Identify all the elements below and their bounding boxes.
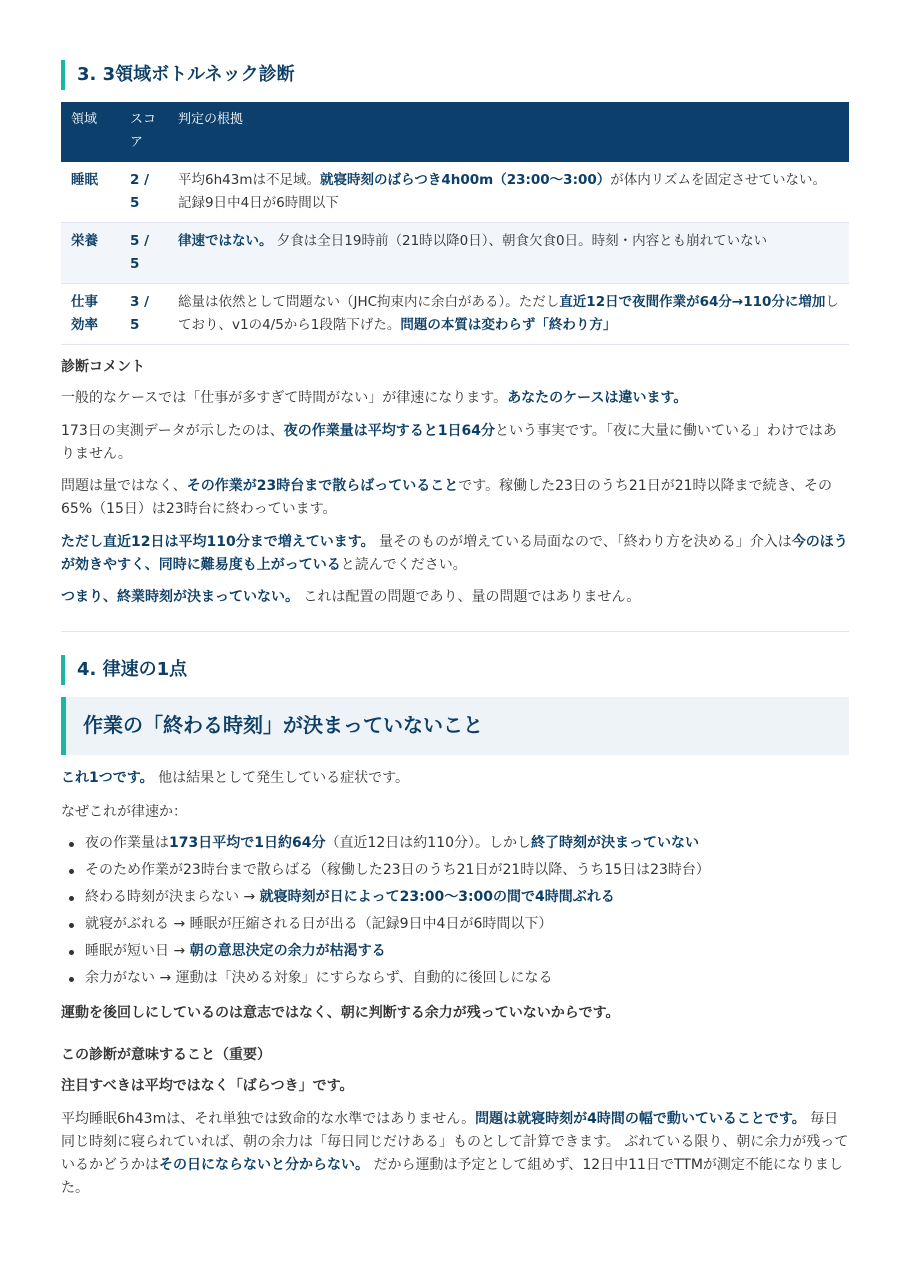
area-line: 仕事 xyxy=(71,294,98,310)
reason-emphasis: 問題の本質は変わらず「終わり方」 xyxy=(400,317,617,333)
area-cell: 睡眠 xyxy=(61,162,120,223)
list-item-emphasis: 終了時刻が決まっていない xyxy=(531,835,699,851)
paragraph-emphasis: これ1つです。 xyxy=(61,770,154,786)
list-item-text: （直近12日は約110分）。しかし xyxy=(325,835,531,851)
meaning-paragraph xyxy=(61,1108,849,1200)
list-item xyxy=(61,859,849,886)
header-score: スコア xyxy=(120,102,168,162)
section-3-heading: 3. 3領域ボトルネック診断 xyxy=(61,60,849,90)
why-label: なぜこれが律速か： xyxy=(61,804,187,820)
paragraph-emphasis: 夜の作業量は平均すると1日64分 xyxy=(283,423,495,439)
list-item xyxy=(61,886,849,913)
list-item-text: そのため作業が23時台まで散らばる（稼働した23日のうち21日が21時以降、うち15日は23時台） xyxy=(85,862,710,878)
score-cell xyxy=(120,223,168,284)
lead-paragraph xyxy=(61,767,849,790)
section-4-heading: 4. 律速の1点 xyxy=(61,655,849,685)
header-area: 領域 xyxy=(61,102,120,162)
meaning-heading: この診断が意味すること（重要） xyxy=(61,1047,271,1063)
paragraph-text: 173日の実測データが示したのは、 xyxy=(61,423,284,439)
comment-paragraph xyxy=(61,420,849,466)
bottleneck-table xyxy=(61,102,849,345)
paragraph-text: 一般的なケースでは「仕事が多すぎて時間がない」が律速になります。 xyxy=(61,390,508,406)
paragraph-emphasis: 問題は就寝時刻が4時間の幅で動いていることです。 xyxy=(475,1111,806,1127)
reason-cell xyxy=(168,162,849,223)
comment-paragraph xyxy=(61,531,849,577)
list-item-text: 就寝がぶれる → 睡眠が圧縮される日が出る（記録9日中4日が6時間以下） xyxy=(85,916,553,932)
reason-emphasis: 就寝時刻のばらつき4h00m（23:00〜3:00） xyxy=(319,172,611,188)
table-row-work xyxy=(61,284,849,345)
bullet-dot-icon xyxy=(69,869,74,874)
header-reason: 判定の根拠 xyxy=(168,102,849,162)
list-item-text: 終わる時刻が決まらない → xyxy=(85,889,260,905)
paragraph-text: 毎日同じ時刻に寝られていれば、朝の余力は「毎日同じだけある」ものとして計算できます。 ぶれている限り、朝に余力が残っているかどうかは xyxy=(61,1111,849,1173)
score-cell xyxy=(120,162,168,223)
meaning-subheading: 注目すべきは平均ではなく「ばらつき」です。 xyxy=(61,1078,354,1094)
list-item xyxy=(61,832,849,859)
reason-text: 総量は依然として問題ない（JHC拘束内に余白がある）。ただし xyxy=(178,294,560,310)
list-item-emphasis: 173日平均で1日約64分 xyxy=(169,835,326,851)
rate-limiting-callout: 作業の「終わる時刻」が決まっていないこと xyxy=(61,697,849,755)
paragraph-text: だから運動は予定として組めず、12日中11日でTTMが測定不能になりました。 xyxy=(61,1157,843,1196)
score-cell xyxy=(120,284,168,345)
list-item xyxy=(61,940,849,967)
reason-text: 夕食は全日19時前（21時以降0日）、朝食欠食0日。時刻・内容とも崩れていない xyxy=(276,233,768,249)
score-max: 5 xyxy=(130,256,140,272)
score-max: 5 xyxy=(130,195,140,211)
reason-cell xyxy=(168,284,849,345)
reason-emphasis: 直近12日で夜間作業が64分→110分に増加 xyxy=(559,294,826,310)
paragraph-text: という事実です。「夜に大量に働いている」わけではありません。 xyxy=(61,423,837,462)
paragraph-text: です。稼働した23日のうち21日が21時以降まで続き、その65%（15日）は23時台に終わっています。 xyxy=(61,478,832,517)
bullet-dot-icon xyxy=(69,923,74,928)
paragraph-emphasis: つまり、終業時刻が決まっていない。 xyxy=(61,589,299,605)
reason-text: 平均6h43mは不足域。 xyxy=(178,172,320,188)
area-cell: 栄養 xyxy=(61,223,120,284)
reason-text: しており、v1の4/5から1段階下げた。 xyxy=(178,294,839,333)
score-value: 2 / xyxy=(130,172,150,188)
area-cell xyxy=(61,284,120,345)
bullet-dot-icon xyxy=(69,842,74,847)
paragraph-text: と読んでください。 xyxy=(340,557,467,573)
comment-paragraph xyxy=(61,475,849,521)
table-header-row xyxy=(61,102,849,162)
list-item-emphasis: 朝の意思決定の余力が枯渇する xyxy=(189,943,386,959)
bullet-dot-icon xyxy=(69,950,74,955)
reason-cell xyxy=(168,223,849,284)
paragraph-emphasis: ただし直近12日は平均110分まで増えています。 xyxy=(61,534,375,550)
paragraph-text: 量そのものが増えている局面なので、「終わり方を決める」介入は xyxy=(374,534,792,550)
paragraph-text: これは配置の問題であり、量の問題ではありません。 xyxy=(299,589,641,605)
list-item-text: 睡眠が短い日 → xyxy=(85,943,190,959)
list-item-text: 夜の作業量は xyxy=(85,835,169,851)
paragraph-text: 平均睡眠6h43mは、それ単独では致命的な水準ではありません。 xyxy=(61,1111,476,1127)
paragraph-text: 他は結果として発生している症状です。 xyxy=(153,770,409,786)
comment-paragraph xyxy=(61,387,849,410)
section-divider xyxy=(61,631,849,632)
comment-paragraph xyxy=(61,586,849,609)
list-item-text: 余力がない → 運動は「決める対象」にすらならず、自動的に後回しになる xyxy=(85,970,553,986)
area-line: 効率 xyxy=(71,317,98,333)
table-row-sleep xyxy=(61,162,849,223)
score-value: 3 / xyxy=(130,294,150,310)
reason-chain-list xyxy=(61,832,849,994)
score-value: 5 / xyxy=(130,233,150,249)
conclusion-text: 運動を後回しにしているのは意志ではなく、朝に判断する余力が残っていないからです。 xyxy=(61,1005,620,1021)
paragraph-text: 問題は量ではなく、 xyxy=(61,478,187,494)
paragraph-emphasis: その作業が23時台まで散らばっていること xyxy=(186,478,459,494)
paragraph-emphasis: 今のほうが効きやすく、同時に難易度も上がっている xyxy=(61,534,848,573)
list-item-emphasis: 就寝時刻が日によって23:00〜3:00の間で4時間ぶれる xyxy=(259,889,615,905)
reason-emphasis: 律速ではない。 xyxy=(178,233,273,249)
table-row-nutrition xyxy=(61,223,849,284)
reason-text: が体内リズムを固定させていない。記録9日中4日が6時間以下 xyxy=(178,172,826,211)
comment-heading: 診断コメント xyxy=(61,359,145,375)
paragraph-emphasis: あなたのケースは違います。 xyxy=(507,390,688,406)
bullet-dot-icon xyxy=(69,896,74,901)
bullet-dot-icon xyxy=(69,977,74,982)
paragraph-emphasis: その日にならないと分からない。 xyxy=(159,1157,369,1173)
list-item xyxy=(61,913,849,940)
score-max: 5 xyxy=(130,317,140,333)
list-item xyxy=(61,967,849,994)
